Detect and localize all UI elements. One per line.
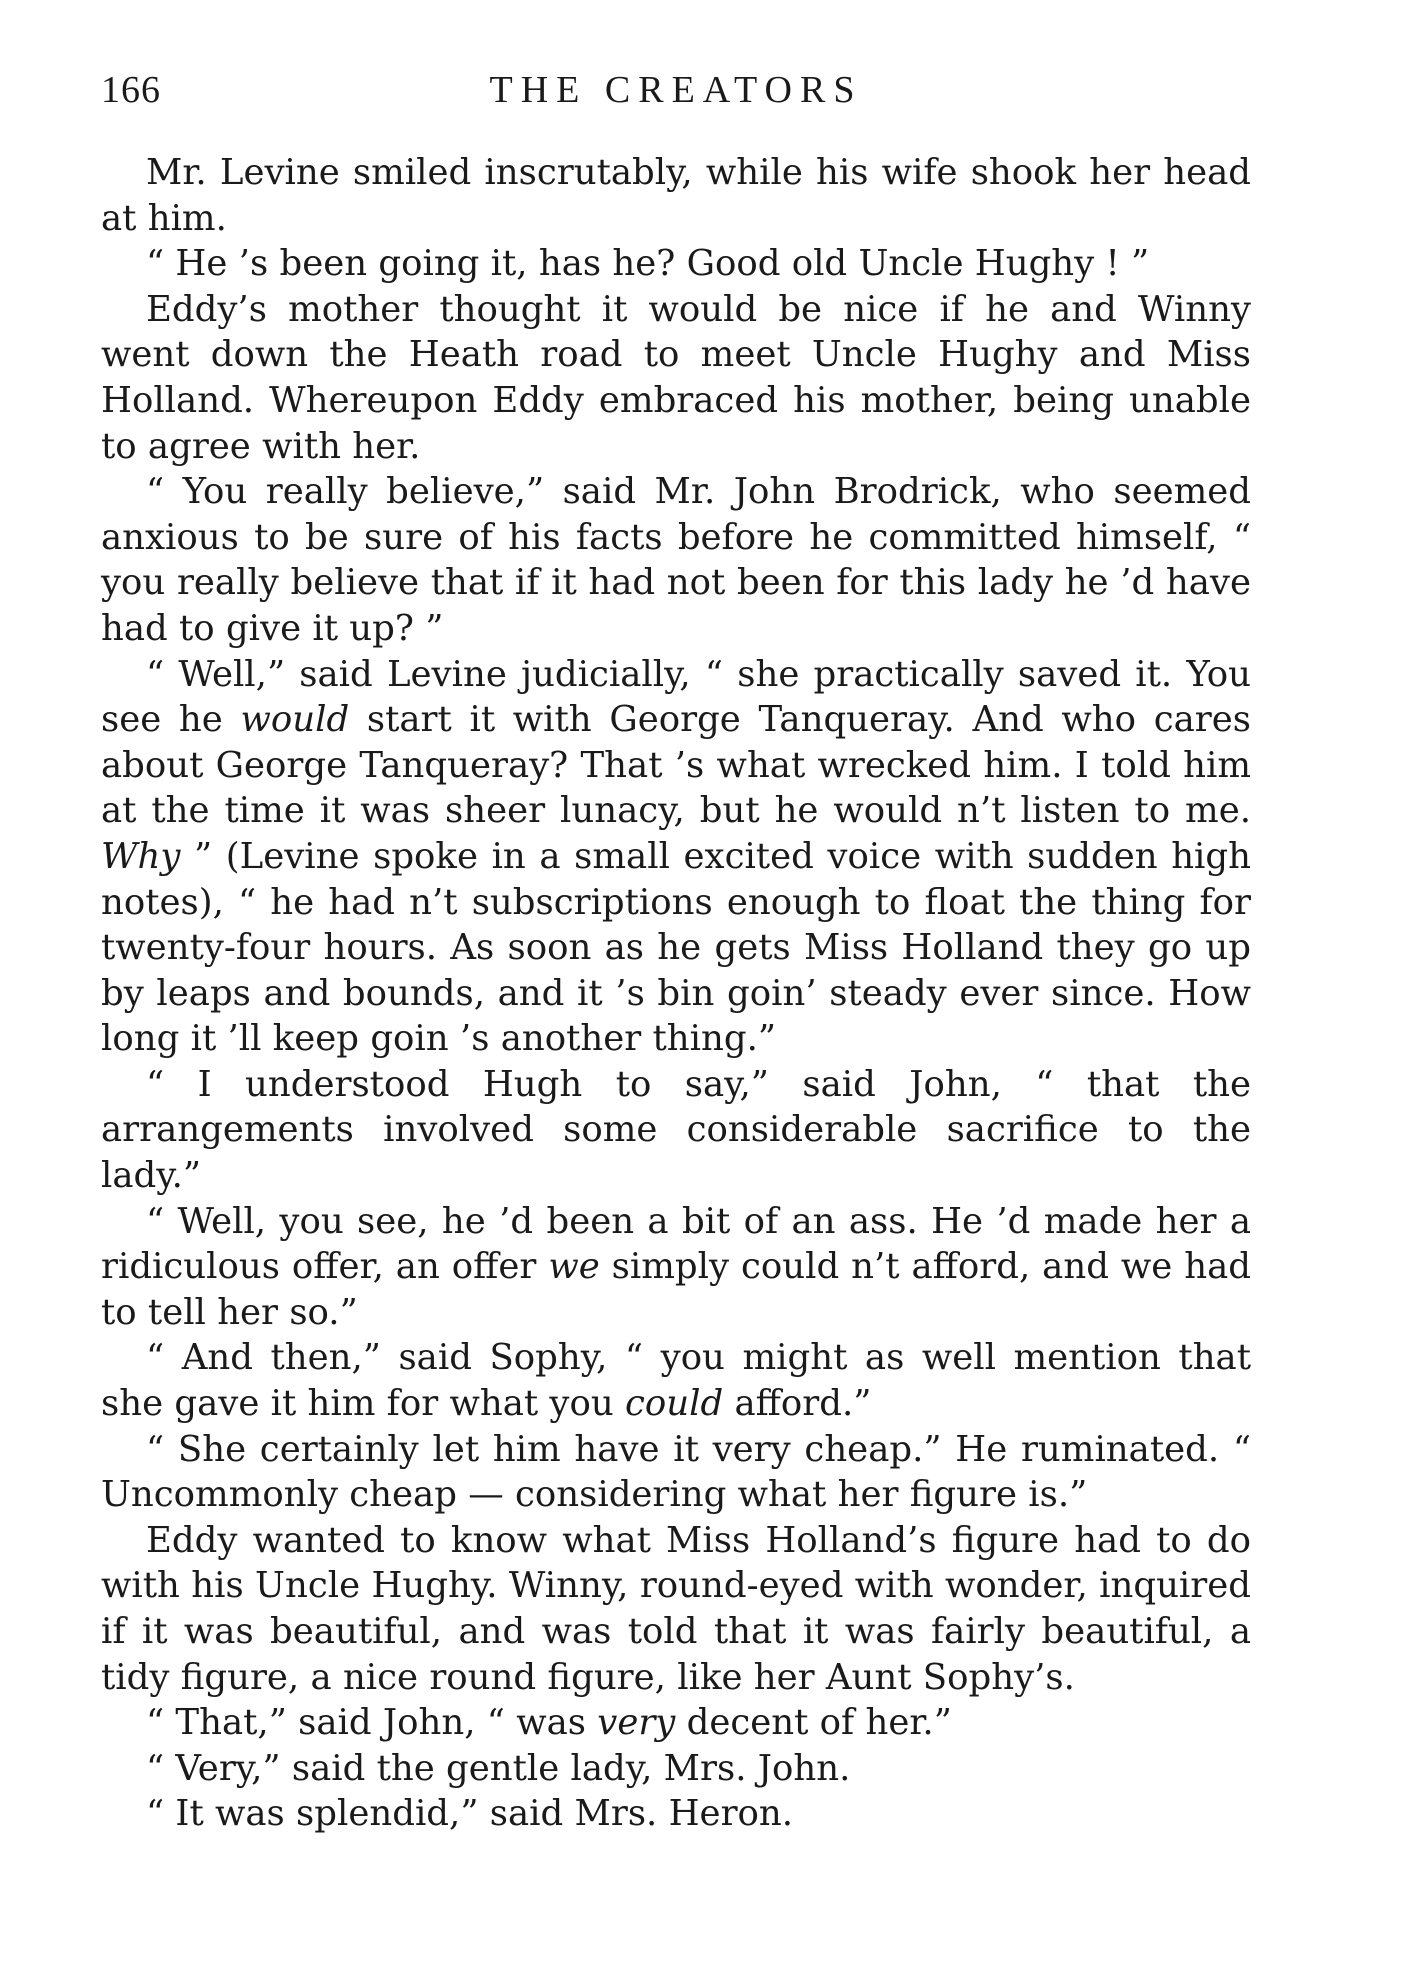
paragraph: [101, 1746, 1251, 1792]
text-span: “ And then,” said Sophy, “ you might as well mention that she gave it him for what you: [101, 1337, 1251, 1425]
text-span: “ You really believe,” said Mr. John Brodrick, who seemed anxious to be sure of his facts before he committed himself, “ you really believe that if it had not been for this lady he ’d have had to give it up? ”: [101, 471, 1251, 649]
paragraph: [101, 1335, 1251, 1426]
text-span: start it with George Tanqueray. And who cares about George Tanqueray? That ’s what wrecked him. I told him at the time it was sheer lunacy, but he would n’t listen to me.: [101, 699, 1251, 832]
body-text: [101, 150, 1251, 1837]
paragraph: [101, 1791, 1251, 1837]
text-span: “ Well,” said Levine judicially, “ she practically saved it. You see he: [101, 653, 1251, 741]
text-span: “ He ’s been going it, has he? Good old Uncle Hughy ! ”: [146, 243, 1150, 285]
paragraph: [101, 241, 1251, 287]
text-span: Mr. Levine smiled inscrutably, while his wife shook her head at him.: [101, 152, 1251, 239]
text-span: Eddy’s mother thought it would be nice if he and Winny went down the Heath road to meet Uncle Hughy and Miss Holland. Whereupon Eddy embraced his mother, being unable to agree with her.: [101, 288, 1251, 467]
text-span: “ She certainly let him have it very cheap.” He ruminated. “ Uncommonly cheap — considering what her figure is.”: [101, 1428, 1251, 1516]
text-span: simply could n’t afford, and we had to tell her so.”: [101, 1246, 1251, 1333]
text-span: “ Well, you see, he ’d been a bit of an ass. He ’d made her a ridiculous offer, an offer: [101, 1200, 1251, 1288]
text-span: decent of her.”: [675, 1702, 952, 1744]
book-page: [101, 60, 1251, 1837]
page-number: 166: [101, 69, 161, 111]
text-span: ” (Levine spoke in a small excited voice with sudden high notes), “ he had n’t subscriptions enough to float the thing for twenty-four hours. As soon as he gets Miss Holland they go up by leaps and bounds, and it ’s bin goin’ steady ever since. How long it ’ll keep goin ’s another thing.”: [101, 835, 1251, 1060]
paragraph: [101, 150, 1251, 241]
paragraph: [101, 1518, 1251, 1700]
text-span: “ That,” said John, “ was: [146, 1702, 598, 1744]
paragraph: [101, 1062, 1251, 1199]
italic-text: very: [597, 1702, 676, 1744]
page-header: [101, 60, 1251, 130]
text-span: “ I understood Hugh to say,” said John, “ that the arrangements involved some considerable sacrifice to the lady.”: [101, 1063, 1251, 1197]
paragraph: [101, 287, 1251, 469]
paragraph: [101, 1427, 1251, 1518]
text-span: afford.”: [723, 1383, 872, 1425]
paragraph: [101, 1700, 1251, 1746]
paragraph: [101, 652, 1251, 1062]
italic-text: we: [548, 1246, 600, 1288]
paragraph: [101, 1199, 1251, 1336]
italic-text: would: [240, 699, 350, 741]
running-title: THE CREATORS: [489, 69, 863, 111]
italic-text: could: [625, 1383, 724, 1425]
text-span: “ It was splendid,” said Mrs. Heron.: [146, 1793, 794, 1835]
paragraph: [101, 469, 1251, 651]
text-span: “ Very,” said the gentle lady, Mrs. John.: [146, 1747, 851, 1789]
text-span: Eddy wanted to know what Miss Holland’s figure had to do with his Uncle Hughy. Winny, round-eyed with wonder, inquired if it was beautiful, and was told that it was fairly beautiful, a tidy figure, a nice round figure, like her Aunt Sophy’s.: [101, 1519, 1251, 1698]
italic-text: Why: [101, 835, 181, 877]
